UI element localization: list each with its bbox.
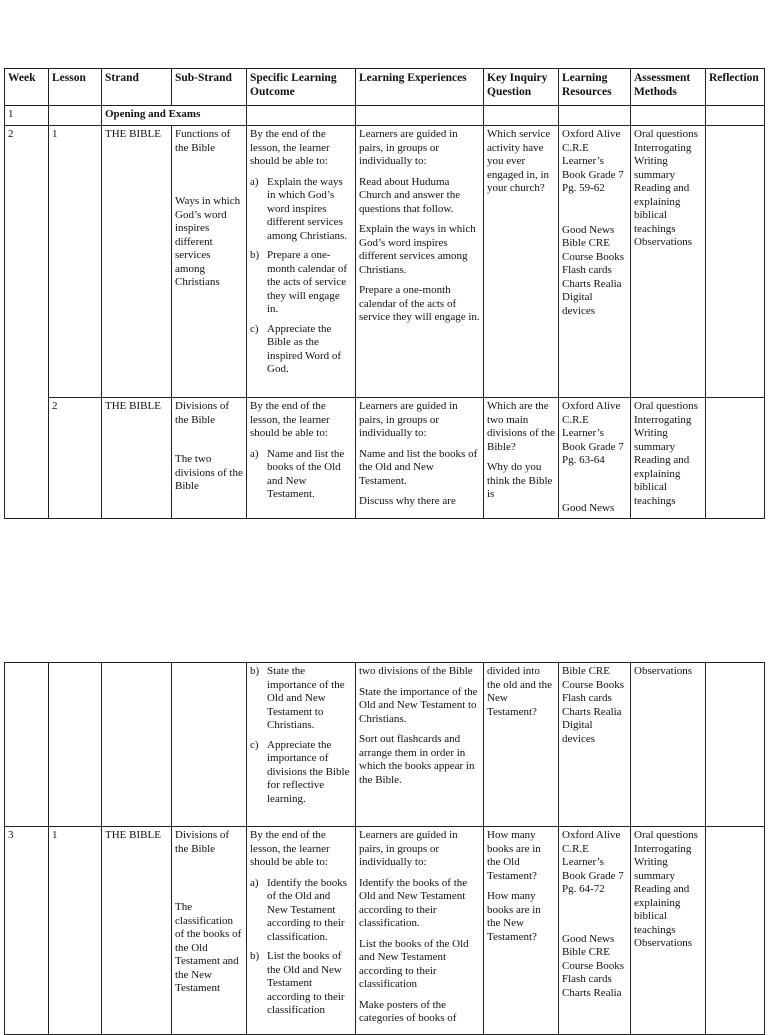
header-assessment: Assessment Methods xyxy=(631,69,706,106)
experiences-cell: Learners are guided in pairs, in groups or individually to: Read about Huduma Church and answer the questions that follow. Explain the ways in which God’s word inspires different services among Christians. Prepare a one-month calendar of the acts of service they will engage in. xyxy=(356,126,484,398)
header-key-question: Key Inquiry Question xyxy=(484,69,559,106)
outcome-item: a) Identify the books of the Old and New Testament according to their classification. xyxy=(250,876,348,943)
assessment-cell: Oral questions Interrogating Writing summary Reading and explaining biblical teachings Observations xyxy=(631,827,706,1035)
outcome-item: a) Explain the ways in which God’s word inspires different services among Christians. xyxy=(250,175,348,242)
scheme-table-top xyxy=(4,68,765,519)
assessment-cell: Oral questions Interrogating Writing summary Reading and explaining biblical teachings Observations xyxy=(631,126,706,398)
header-experiences: Learning Experiences xyxy=(356,69,484,106)
opening-row xyxy=(5,106,765,126)
reflection-cell xyxy=(706,663,765,827)
scheme-table-bottom xyxy=(4,662,765,1035)
sub-strand-title: Functions of the Bible xyxy=(175,128,231,154)
sub-strand-cell: Divisions of the Bible The two divisions of the Bible xyxy=(172,398,247,519)
resources-cell: Oxford Alive C.R.E Learner’s Book Grade 7 Pg. 59-62 Good News Bible CRE Course Books Flash cards Charts Realia Digital devices xyxy=(559,126,631,398)
opening-week: 1 xyxy=(5,106,49,126)
key-question-cell: divided into the old and the New Testament? xyxy=(484,663,559,827)
key-question-cell: Which service activity have you ever engaged in, in your church? xyxy=(484,126,559,398)
assessment-cell: Observations xyxy=(631,663,706,827)
key-question-cell: Which are the two main divisions of the Bible? Why do you think the Bible is xyxy=(484,398,559,519)
key-question-cell: How many books are in the Old Testament? How many books are in the New Testament? xyxy=(484,827,559,1035)
outcome-intro: By the end of the lesson, the learner should be able to: xyxy=(250,128,330,167)
experiences-cell: Learners are guided in pairs, in groups or individually to: Name and list the books of the Old and New Testament. Discuss why there are xyxy=(356,398,484,519)
outcome-item: b) State the importance of the Old and New Testament to Christians. xyxy=(250,665,345,731)
header-reflection: Reflection xyxy=(706,69,765,106)
opening-label: Opening and Exams xyxy=(102,106,247,126)
lesson-cell: 1 xyxy=(49,827,102,1035)
table-row xyxy=(5,126,765,398)
reflection-cell xyxy=(706,827,765,1035)
outcome-item: b) List the books of the Old and New Testament according to their classification xyxy=(250,950,345,1016)
header-resources: Learning Resources xyxy=(559,69,631,106)
header-lesson: Lesson xyxy=(49,69,102,106)
reflection-cell xyxy=(706,126,765,398)
strand-cell: THE BIBLE xyxy=(102,827,172,1035)
resources-cell: Oxford Alive C.R.E Learner’s Book Grade 7 Pg. 64-72 Good News Bible CRE Course Books Flash cards Charts Realia xyxy=(559,827,631,1035)
experiences-cell: Learners are guided in pairs, in groups or individually to: Identify the books of the Old and New Testament according to their classification. List the books of the Old and New Testament according to their classification Make posters of the categories of books of xyxy=(356,827,484,1035)
lesson-cell: 1 xyxy=(49,126,102,398)
header-outcome: Specific Learning Outcome xyxy=(247,69,356,106)
lesson-cell: 2 xyxy=(49,398,102,519)
outcome-item: a) Name and list the books of the Old and New Testament. xyxy=(250,447,345,500)
strand-cell: THE BIBLE xyxy=(102,126,172,398)
sub-strand-detail: Ways in which God’s word inspires different services among Christians xyxy=(175,195,241,288)
outcome-item: c) Appreciate the importance of divisions the Bible for reflective learning. xyxy=(250,738,350,805)
week-cell: 2 xyxy=(5,126,49,519)
resources-cell: Bible CRE Course Books Flash cards Charts Realia Digital devices xyxy=(559,663,631,827)
header-week: Week xyxy=(5,69,49,106)
reflection-cell xyxy=(706,398,765,519)
outcome-item: c) Appreciate the Bible as the inspired Word of God. xyxy=(250,322,342,375)
table-row xyxy=(5,827,765,1035)
outcome-cell xyxy=(247,126,356,398)
outcome-cell xyxy=(247,663,356,827)
outcome-item: b) Prepare a one-month calendar of the acts of service they will engage in. xyxy=(250,249,348,315)
outcome-cell: By the end of the lesson, the learner should be able to: a) Identify the books of the Old and New Testament according to their classification. b) List the books of the Old and New Testament according to their classification xyxy=(247,827,356,1035)
header-row xyxy=(5,69,765,106)
sub-strand-cell: Divisions of the Bible The classification of the books of the Old Testament and the New Testament xyxy=(172,827,247,1035)
experiences-cell: two divisions of the Bible State the importance of the Old and New Testament to Christians. Sort out flashcards and arrange them in order in which the books appear in the Bible. xyxy=(356,663,484,827)
header-strand: Strand xyxy=(102,69,172,106)
resources-cell: Oxford Alive C.R.E Learner’s Book Grade 7 Pg. 63-64 Good News xyxy=(559,398,631,519)
table-row xyxy=(5,398,765,519)
strand-cell: THE BIBLE xyxy=(102,398,172,519)
outcome-cell: By the end of the lesson, the learner should be able to: a) Name and list the books of the Old and New Testament. xyxy=(247,398,356,519)
header-sub-strand: Sub-Strand xyxy=(172,69,247,106)
table-row xyxy=(5,663,765,827)
assessment-cell: Oral questions Interrogating Writing summary Reading and explaining biblical teachings xyxy=(631,398,706,519)
sub-strand-cell xyxy=(172,126,247,398)
week-cell: 3 xyxy=(5,827,49,1035)
